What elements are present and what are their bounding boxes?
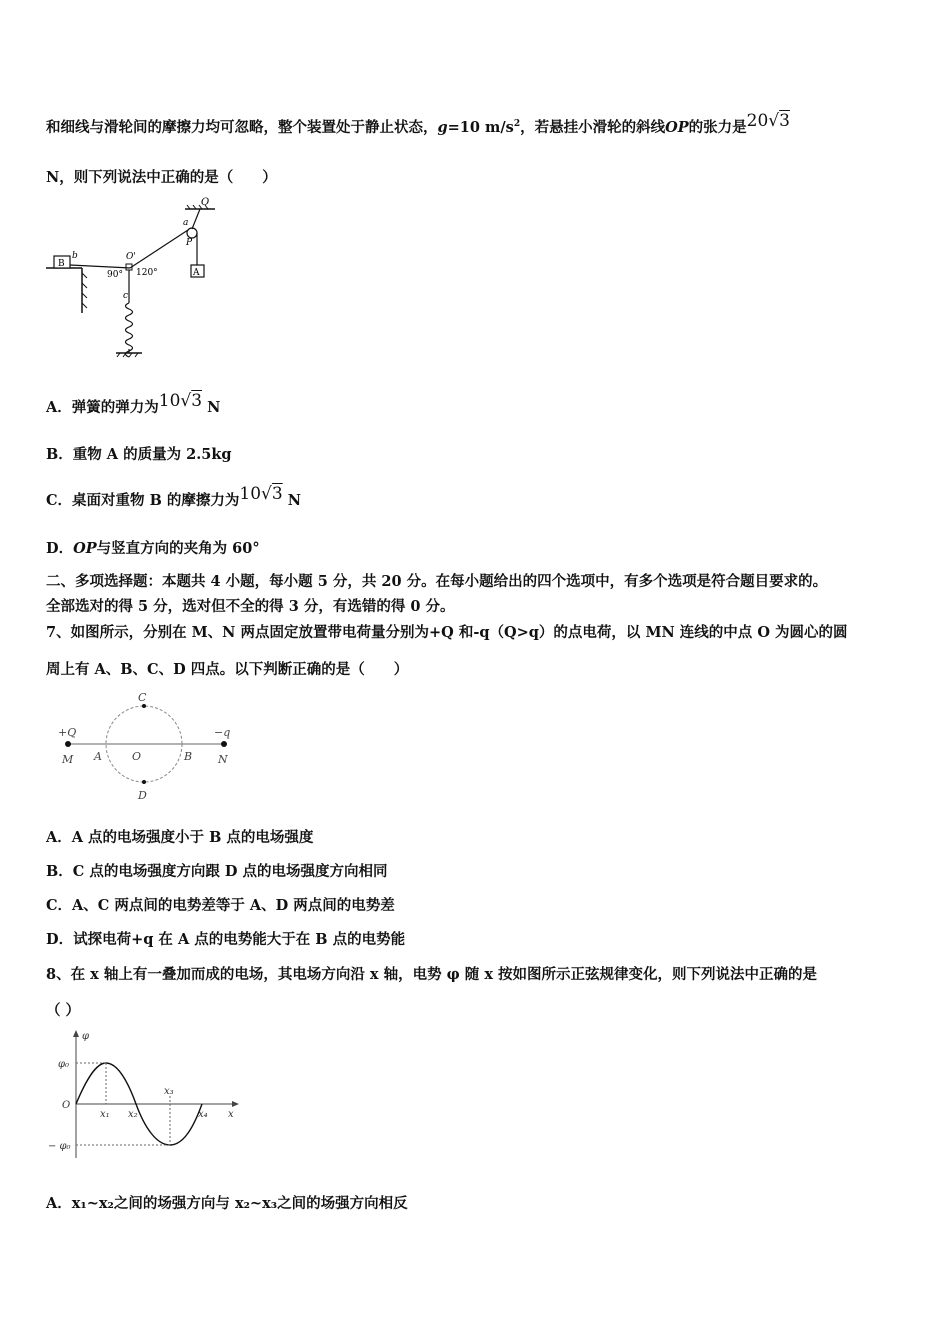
q6-coef: 20 [746,111,769,131]
q7-stem-line2: 周上有 A、B、C、D 四点。以下判断正确的是（ ） [46,661,409,678]
q7-option-C[interactable]: C．A、C 两点间的电势差等于 A、D 两点间的电势差 [46,897,395,914]
q6-label-c: c [123,291,129,301]
q8-sine-figure [44,1028,249,1163]
q6-label-90: 90° [107,270,123,280]
q6-option-A[interactable] [46,391,221,417]
q7-label-A: A [94,750,102,763]
q7-option-A[interactable]: A．A 点的电场强度小于 B 点的电场强度 [46,829,314,846]
q6-label-O2: O' [126,252,136,262]
q8-label-x2: x₂ [128,1109,138,1120]
q6-label-A: A [193,268,200,278]
q6-option-C-rad: 3 [271,484,283,504]
q8-stem-line2: （ ） [46,1002,81,1019]
q7-label-D: D [138,789,147,802]
q6-option-A-value: 10√3 [158,391,203,411]
q6-pulley-figure [40,195,240,360]
q6-option-D-prefix: D． [46,540,74,557]
q6-option-C-text: C．桌面对重物 B 的摩擦力为 [46,492,240,509]
q6-option-B[interactable]: B．重物 A 的质量为 2.5kg [46,446,232,463]
q7-stem-line1: 7、如图所示，分别在 M、N 两点固定放置带电荷量分别为+Q 和-q（Q>q）的点电荷，以 MN 连线的中点 O 为圆心的圆 [46,624,848,641]
q8-label-O: O [62,1100,71,1111]
q8-stem-line1: 8、在 x 轴上有一叠加而成的电场，其电场方向沿 x 轴，电势 φ 随 x 按如图所示正弦规律变化，则下列说法中正确的是 [46,966,818,983]
q6-g: g [437,119,448,136]
q6-label-120: 120° [136,268,158,278]
q8-label-phi0: φ₀ [58,1059,70,1070]
q8-option-A[interactable]: A．x₁~x₂之间的场强方向与 x₂~x₃之间的场强方向相反 [46,1195,408,1212]
q8-label-x: x [228,1109,234,1120]
q6-option-A-rad: 3 [191,391,203,411]
q6-tension-value: 20√3 [746,111,790,131]
q6-text-d: 的张力是 [688,119,747,136]
q7-label-B: B [184,750,193,763]
q7-label-N: N [218,753,228,766]
q6-option-C-value: 10√3 [239,484,283,504]
q6-text-b: =10 m/s [447,119,514,136]
q6-option-C[interactable] [46,484,302,510]
q8-label-phi: φ [82,1031,90,1042]
q6-op: OP [665,119,689,136]
q7-option-D[interactable]: D．试探电荷+q 在 A 点的电势能大于在 B 点的电势能 [46,931,406,948]
q6-option-A-unit: N [207,399,221,416]
q6-rad: 3 [779,111,790,131]
q8-label-x3: x₃ [164,1086,174,1097]
q6-label-P: P [186,238,193,248]
q6-stem-line1 [46,111,790,137]
q6-text-a: 和细线与滑轮间的摩擦力均可忽略，整个装置处于静止状态， [46,119,438,136]
q6-option-A-text: A．弹簧的弹力为 [46,399,159,416]
q6-option-C-coef: 10 [239,484,262,504]
q6-label-a: a [183,218,189,228]
q6-stem-line2: N，则下列说法中正确的是（ ） [46,169,277,186]
q7-label-plusQ: +Q [58,726,77,739]
q6-label-B: B [58,259,65,269]
q7-option-B[interactable]: B．C 点的电场强度方向跟 D 点的电场强度方向相同 [46,863,388,880]
section2-header-line1: 二、多项选择题：本题共 4 小题，每小题 5 分，共 20 分。在每小题给出的四个选项中，有多个选项是符合题目要求的。 [46,573,828,590]
q8-label-x4: x₄ [198,1109,208,1120]
q7-label-minusq: −q [214,726,231,739]
q7-label-M: M [62,753,74,766]
q6-text-c: ，若悬挂小滑轮的斜线 [520,119,666,136]
q6-label-O: O [201,197,210,208]
q6-option-A-coef: 10 [158,391,181,411]
q6-option-D-op: OP [73,540,97,557]
q8-label-x1: x₁ [100,1109,110,1120]
q7-label-O: O [132,750,142,763]
q7-label-C: C [138,691,147,704]
q6-sup: 2 [513,119,521,130]
q7-charge-figure [52,688,242,806]
section2-header-line2: 全部选对的得 5 分，选对但不全的得 3 分，有选错的得 0 分。 [46,598,455,615]
q6-option-D[interactable] [46,537,260,558]
q8-label-negphi0: − φ₀ [48,1141,71,1152]
q6-option-D-text: 与竖直方向的夹角为 60° [96,540,260,557]
q6-label-b: b [72,251,78,261]
q6-option-C-unit: N [287,492,302,509]
